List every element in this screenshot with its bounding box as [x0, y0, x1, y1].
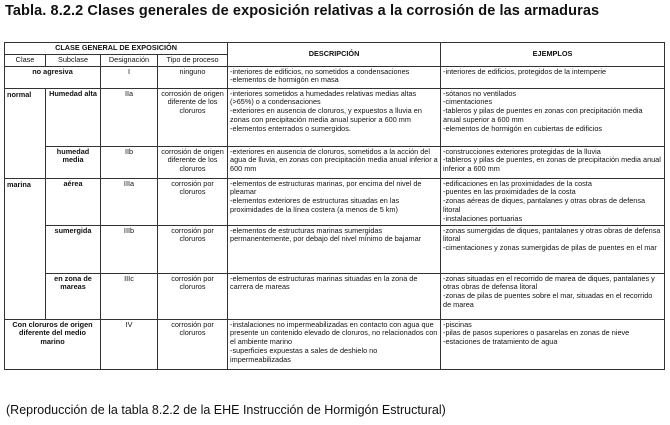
cell-ejemplos: [441, 319, 665, 369]
line: -instalaciones portuarias: [443, 213, 523, 223]
cell-tipo: corrosión de origen diferente de los cloruros: [158, 88, 228, 146]
cell-tipo: ninguno: [158, 66, 228, 88]
line: -interiores de edificios, no sometidos a condensaciones: [230, 66, 410, 76]
line: -interiores de edificios, protegidos de la intemperie: [443, 66, 607, 76]
line: -puentes en las proximidades de la costa: [443, 187, 576, 197]
header-row-group: [5, 43, 665, 55]
cell-subclase: humedad media: [46, 146, 101, 178]
cell-descripcion: [228, 273, 441, 319]
cell-tipo: corrosión por cloruros: [158, 178, 228, 225]
cell-designacion: IIIa: [101, 178, 158, 225]
line: -instalaciones no impermeabilizadas en contacto con agua que presente un contenido elevado de cloruros, no relacionados con el ambiente marino: [230, 319, 438, 347]
line: -elementos de estructuras marinas, por encima del nivel de pleamar: [230, 178, 422, 197]
cell-ejemplos: [441, 146, 665, 178]
cell-designacion: IV: [101, 319, 158, 369]
table-row: [5, 225, 665, 273]
line: -zonas sumergidas de diques, pantalanes y otras obras de defensa litoral: [443, 225, 661, 244]
exposure-classes-table: [4, 42, 665, 370]
header-group: CLASE GENERAL DE EXPOSICIÓN: [5, 43, 228, 55]
cell-descripcion: [228, 146, 441, 178]
table-row: [5, 178, 665, 225]
cell-ejemplos: [441, 273, 665, 319]
cell-subclase: Humedad alta: [46, 88, 101, 146]
line: -exteriores en ausencia de cloruros, sometidos a la acción del agua de lluvia, en zonas con precipitación media anual inferior a 600 mm: [230, 146, 438, 174]
cell-designacion: IIa: [101, 88, 158, 146]
line: -tableros y pilas de puentes, en zonas de precipitación media anual inferior a 600 mm: [443, 155, 661, 174]
cell-clase: normal: [5, 88, 46, 178]
line: -elementos exteriores de estructuras situadas en las proximidades de la línea costera (a menos de 5 km): [230, 196, 400, 214]
line: -cimentaciones: [443, 97, 493, 107]
cell-ejemplos: [441, 225, 665, 273]
line: -piscinas: [443, 319, 472, 329]
line: -construcciones exteriores protegidas de la lluvia: [443, 146, 601, 156]
line: -exteriores en ausencia de cloruros, y expuestos a lluvia en zonas con precipitación media anual superior a 600 mm: [230, 106, 422, 124]
cell-clase: no agresiva: [5, 66, 101, 88]
line: -tableros y pilas de puentes en zonas con precipitación media anual superior a 600 mm: [443, 106, 643, 124]
cell-subclase: aérea: [46, 178, 101, 225]
cell-descripcion: [228, 225, 441, 273]
table-row: [5, 146, 665, 178]
line: -elementos de hormigón en cubiertas de edificios: [443, 123, 603, 133]
line: -pilas de pasos superiores o pasarelas en zonas de nieve: [443, 328, 630, 338]
line: -elementos de estructuras marinas sumergidas permanentemente, por debajo del nivel mínimo de bajamar: [230, 225, 422, 244]
cell-clase: marina: [5, 178, 46, 319]
cell-descripcion: [228, 88, 441, 146]
header-clase: Clase: [5, 54, 46, 66]
line: -zonas de pilas de puentes sobre el mar, situadas en el recorrido de marea: [443, 291, 653, 309]
cell-tipo: corrosión por cloruros: [158, 319, 228, 369]
line: -interiores sometidos a humedades relativas medias altas (>65%) o a condensaciones: [230, 88, 417, 107]
cell-descripcion: [228, 66, 441, 88]
header-designacion: Designación: [101, 54, 158, 66]
cell-ejemplos: [441, 178, 665, 225]
header-tipo: Tipo de proceso: [158, 54, 228, 66]
line: -superficies expuestas a sales de deshielo no impermeabilizadas: [230, 345, 378, 364]
cell-tipo: corrosión de origen diferente de los cloruros: [158, 146, 228, 178]
table-caption: (Reproducción de la tabla 8.2.2 de la EHE Instrucción de Hormigón Estructural): [6, 403, 446, 417]
cell-ejemplos: [441, 66, 665, 88]
cell-clase: Con cloruros de origen diferente del medio marino: [5, 319, 101, 369]
cell-descripcion: [228, 319, 441, 369]
line: -cimentaciones y zonas sumergidas de pilas de puentes en el mar: [443, 243, 657, 253]
cell-ejemplos: [441, 88, 665, 146]
cell-designacion: IIIb: [101, 225, 158, 273]
table-row: [5, 273, 665, 319]
cell-tipo: corrosión por cloruros: [158, 225, 228, 273]
header-ejemplos: EJEMPLOS: [441, 43, 665, 67]
cell-subclase: en zona de mareas: [46, 273, 101, 319]
header-subclase: Subclase: [46, 54, 101, 66]
line: -elementos enterrados o sumergidos.: [230, 123, 351, 133]
cell-designacion: I: [101, 66, 158, 88]
table-row: [5, 66, 665, 88]
line: -zonas aéreas de diques, pantalanes y otras obras de defensa litoral: [443, 196, 646, 214]
cell-designacion: IIb: [101, 146, 158, 178]
table-row: [5, 319, 665, 369]
cell-descripcion: [228, 178, 441, 225]
line: -sótanos no ventilados: [443, 88, 517, 98]
table-title: Tabla. 8.2.2 Clases generales de exposición relativas a la corrosión de las armaduras: [5, 3, 600, 19]
table-row: [5, 88, 665, 146]
cell-tipo: corrosión por cloruros: [158, 273, 228, 319]
header-descripcion: DESCRIPCIÓN: [228, 43, 441, 67]
cell-designacion: IIIc: [101, 273, 158, 319]
cell-subclase: sumergida: [46, 225, 101, 273]
line: -elementos de estructuras marinas situadas en la zona de carrera de mareas: [230, 273, 418, 292]
line: -estaciones de tratamiento de agua: [443, 337, 558, 347]
line: -edificaciones en las proximidades de la costa: [443, 178, 592, 188]
line: -zonas situadas en el recorrido de marea de diques, pantalanes y otras obras de defensa litoral: [443, 273, 655, 292]
line: -elementos de hormigón en masa: [230, 75, 339, 85]
